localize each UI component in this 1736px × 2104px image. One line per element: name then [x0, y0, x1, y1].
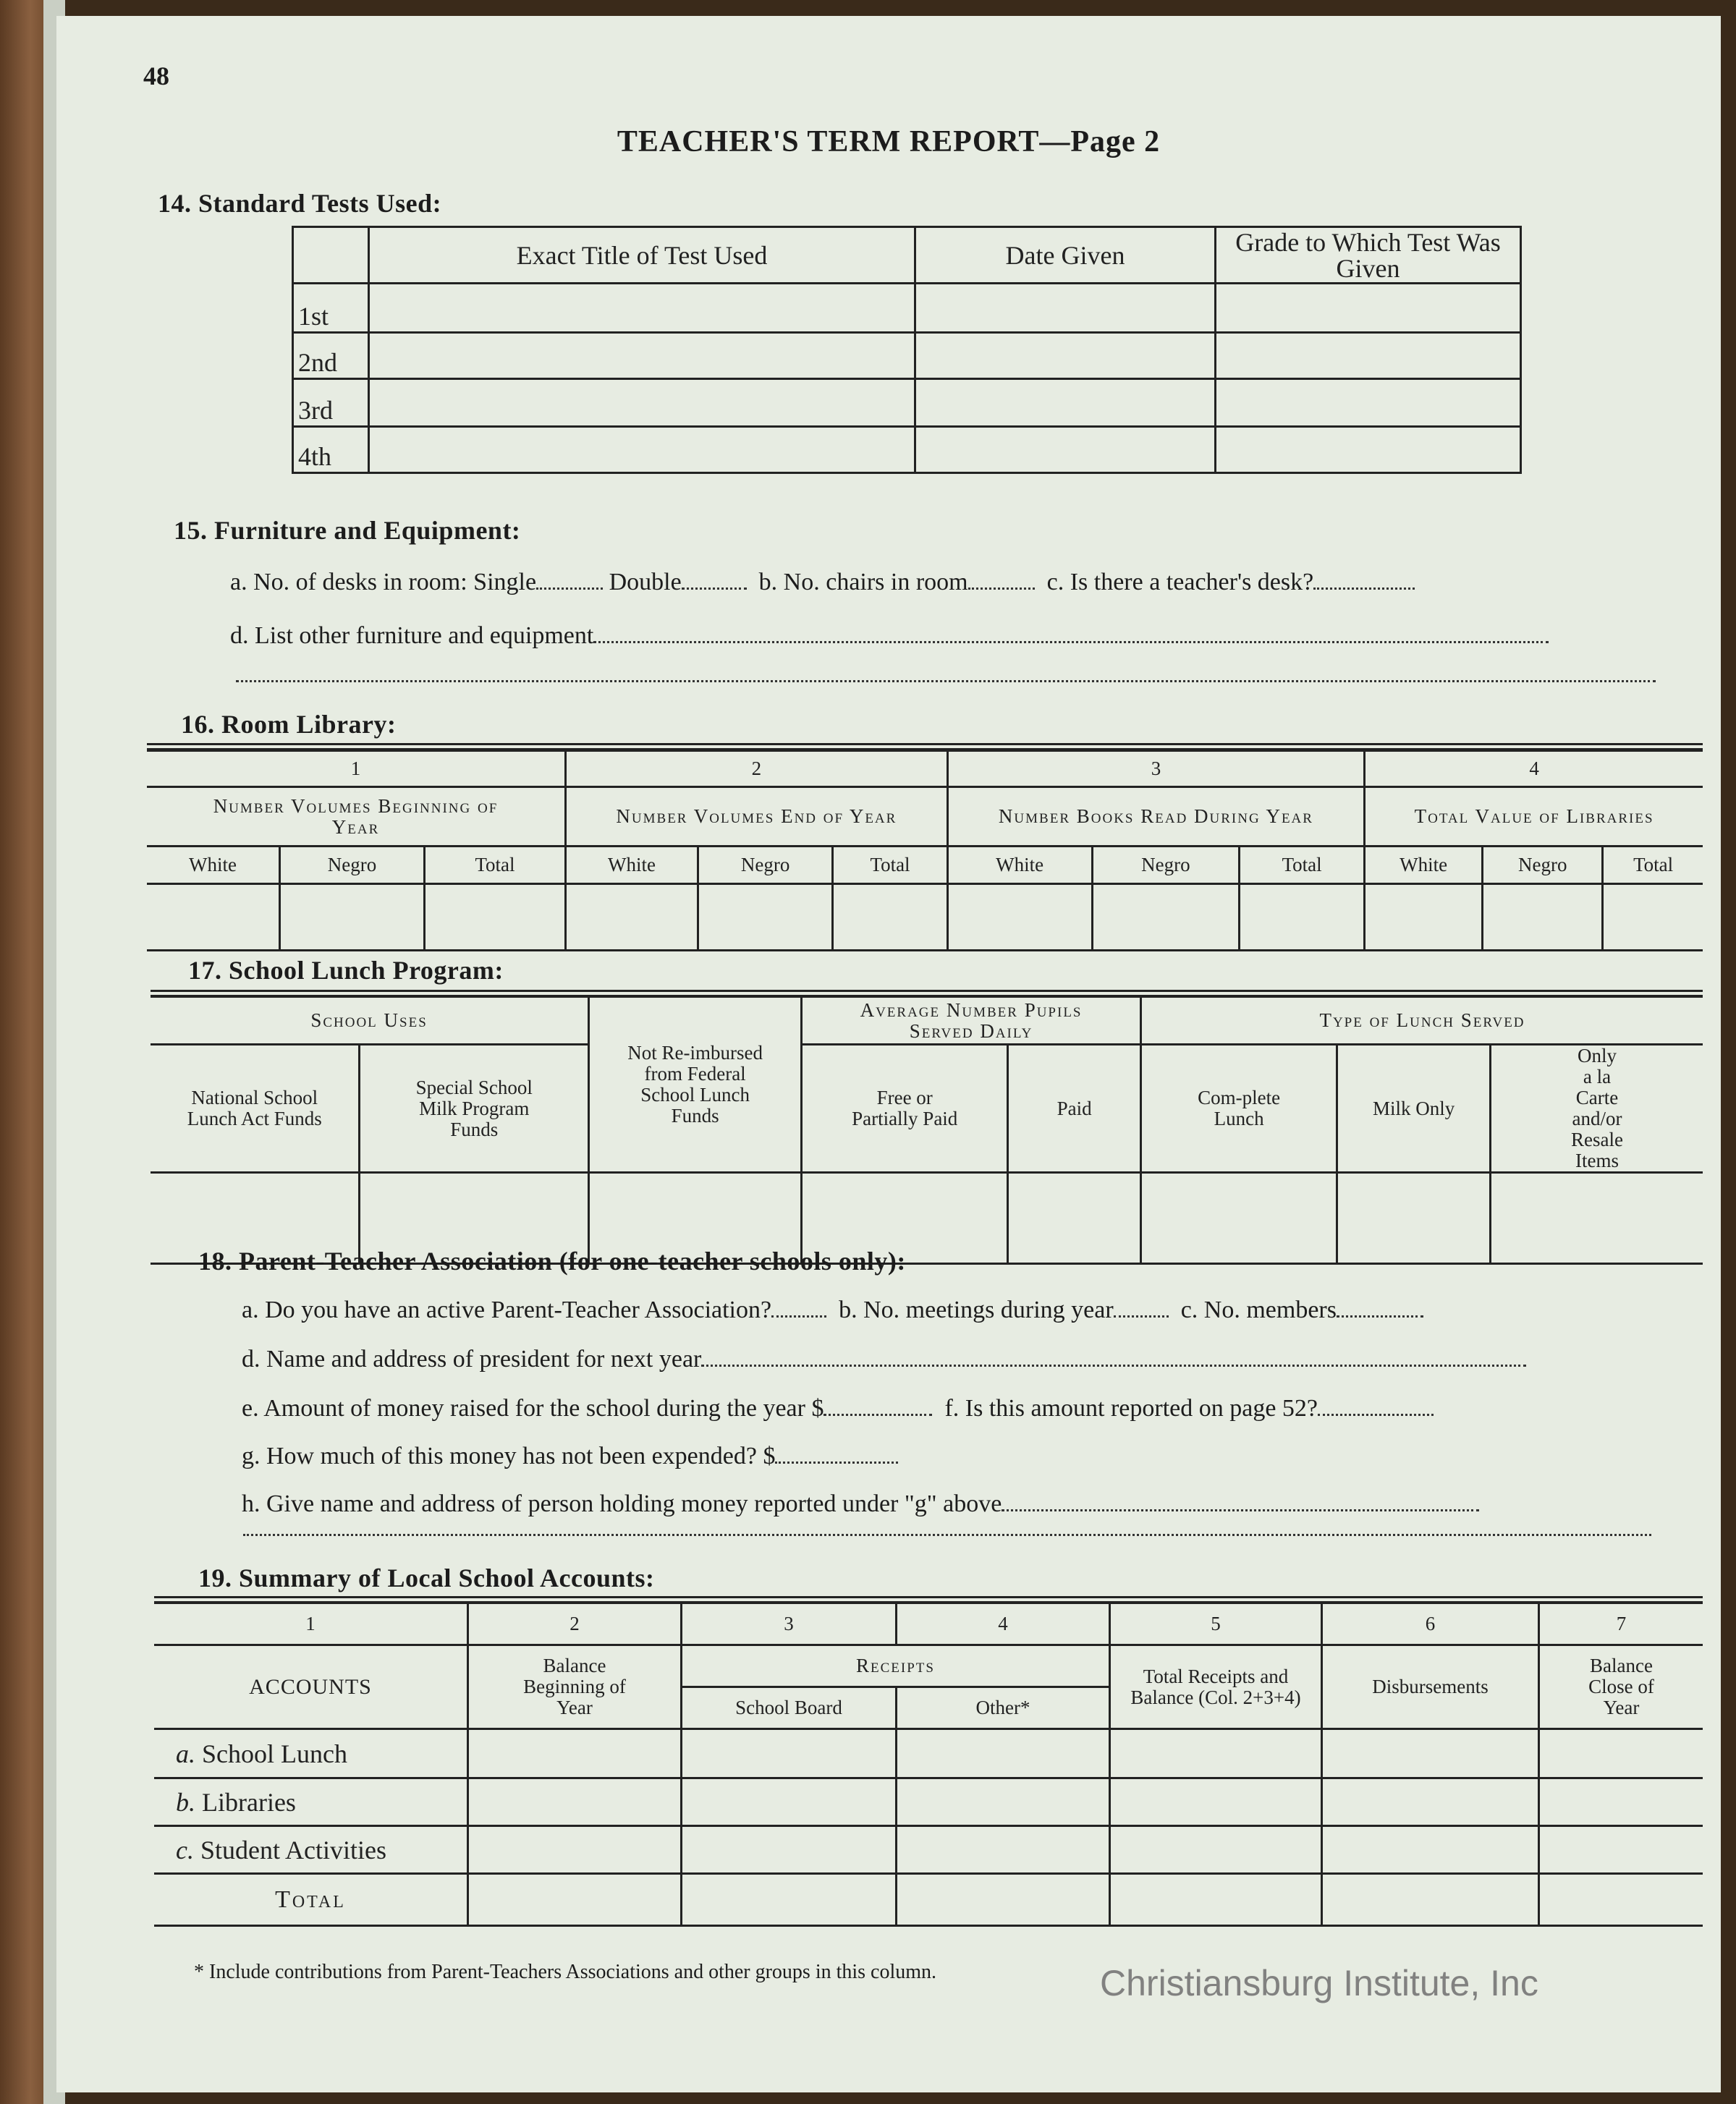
acct-col-6: 6: [1322, 1603, 1539, 1645]
cell[interactable]: [1008, 1173, 1141, 1264]
row-4th: 4th: [293, 427, 369, 473]
lib-sub-white: White: [947, 847, 1092, 884]
cell[interactable]: [1110, 1778, 1322, 1826]
acct-col-7: 7: [1539, 1603, 1703, 1645]
lunch-free: Free or Partially Paid: [802, 1045, 1008, 1173]
lib-sub-total: Total: [1240, 847, 1365, 884]
lib-col-4: 4: [1365, 751, 1703, 787]
cell[interactable]: [915, 284, 1216, 333]
account-row-label: [154, 1778, 468, 1826]
s18-c-label: c. No. members: [1180, 1297, 1337, 1323]
president-field[interactable]: [701, 1344, 1526, 1367]
s18-heading: 18. Parent-Teacher Association (for one-teacher schools only):: [198, 1247, 906, 1276]
s18-a-label: a. Do you have an active Parent-Teacher Association?: [242, 1297, 772, 1323]
lib-group-read: Number Books Read During Year: [947, 787, 1364, 847]
double-desks-field[interactable]: [682, 567, 747, 590]
cell[interactable]: [1110, 1874, 1322, 1926]
lib-group-value: Total Value of Libraries: [1365, 787, 1703, 847]
s19-heading: 19. Summary of Local School Accounts:: [198, 1564, 655, 1592]
cell[interactable]: [369, 427, 915, 473]
other-furniture-field[interactable]: [593, 621, 1549, 643]
row-letter: c.: [176, 1835, 194, 1865]
lib-col-3: 3: [947, 751, 1364, 787]
cell[interactable]: [897, 1826, 1110, 1874]
footnote: * Include contributions from Parent-Teachers Associations and other groups in this column.: [194, 1961, 937, 1983]
cell[interactable]: [1322, 1778, 1539, 1826]
cell[interactable]: [1483, 884, 1603, 951]
cell[interactable]: [1539, 1778, 1703, 1826]
s18-e-label: e. Amount of money raised for the school during the year $: [242, 1395, 824, 1422]
s18-h-label: h. Give name and address of person holding money reported under "g" above: [242, 1490, 1002, 1517]
row-letter: b.: [176, 1787, 195, 1817]
cell[interactable]: [897, 1778, 1110, 1826]
s18-line-h: [242, 1489, 1479, 1518]
lib-sub-negro: Negro: [698, 847, 832, 884]
school-board-header: School Board: [682, 1687, 897, 1729]
col-test-title: Exact Title of Test Used: [369, 227, 915, 284]
total-row-label: Total: [154, 1874, 468, 1926]
local-accounts-table: [154, 1602, 1703, 1927]
cell[interactable]: [468, 1874, 682, 1926]
s15-line-d: [230, 621, 1549, 650]
s18-line-a: [242, 1295, 1423, 1324]
cell[interactable]: [682, 1826, 897, 1874]
cell[interactable]: [897, 1729, 1110, 1778]
cell[interactable]: [468, 1778, 682, 1826]
page-title: TEACHER'S TERM REPORT—Page 2: [617, 125, 1161, 158]
cell[interactable]: [1216, 379, 1521, 427]
lib-sub-total: Total: [1603, 847, 1703, 884]
acct-col-1: 1: [154, 1603, 468, 1645]
pta-meetings-field[interactable]: [1114, 1295, 1169, 1318]
balance-close-header: Balance Close of Year: [1539, 1645, 1703, 1729]
cell[interactable]: [698, 884, 832, 951]
s18-d-label: d. Name and address of president for next year: [242, 1346, 702, 1373]
row-name: School Lunch: [202, 1739, 347, 1768]
cell[interactable]: [915, 333, 1216, 379]
teacher-desk-field[interactable]: [1313, 567, 1415, 590]
receipts-header: Receipts: [682, 1645, 1110, 1687]
cell[interactable]: [1539, 1729, 1703, 1778]
cell[interactable]: [1216, 284, 1521, 333]
cell[interactable]: [897, 1874, 1110, 1926]
s18-f-label: f. Is this amount reported on page 52?: [944, 1395, 1318, 1422]
standard-tests-table: [292, 226, 1522, 474]
s15-line-a: [230, 567, 1415, 596]
cell[interactable]: [1240, 884, 1365, 951]
page-number: 48: [143, 61, 169, 90]
col-date-given: Date Given: [915, 227, 1216, 284]
s18-line-d: [242, 1344, 1526, 1373]
lunch-a-la-carte: Only a la Carte and/or Resale Items: [1491, 1045, 1703, 1173]
cell[interactable]: [1539, 1826, 1703, 1874]
cell[interactable]: [1337, 1173, 1491, 1264]
cell[interactable]: [1216, 427, 1521, 473]
cell[interactable]: [682, 1874, 897, 1926]
cell[interactable]: [369, 379, 915, 427]
lunch-type: Type of Lunch Served: [1141, 997, 1703, 1045]
lunch-milk-only: Milk Only: [1337, 1045, 1491, 1173]
row-1st: 1st: [293, 284, 369, 333]
s17-heading: 17. School Lunch Program:: [188, 956, 504, 985]
row-3rd: 3rd: [293, 379, 369, 427]
lib-col-2: 2: [566, 751, 948, 787]
acct-col-2: 2: [468, 1603, 682, 1645]
s15-d-label: d. List other furniture and equipment: [230, 622, 594, 649]
lunch-paid: Paid: [1008, 1045, 1141, 1173]
s18-line-e: [242, 1394, 1434, 1422]
s16-heading: 16. Room Library:: [181, 710, 397, 739]
single-desks-field[interactable]: [536, 567, 603, 590]
total-receipts-header: Total Receipts and Balance (Col. 2+3+4): [1110, 1645, 1322, 1729]
lib-sub-negro: Negro: [1092, 847, 1240, 884]
s18-g-label: g. How much of this money has not been expended? $: [242, 1443, 776, 1469]
money-raised-field[interactable]: [823, 1394, 932, 1416]
lib-group-begin: Number Volumes Beginning of Year: [147, 787, 566, 847]
lunch-avg-pupils: Average Number Pupils Served Daily: [802, 997, 1141, 1045]
lib-sub-white: White: [1365, 847, 1483, 884]
cell[interactable]: [1322, 1826, 1539, 1874]
s15-b-label: b. No. chairs in room: [758, 569, 968, 595]
acct-col-3: 3: [682, 1603, 897, 1645]
lunch-complete: Com-plete Lunch: [1141, 1045, 1337, 1173]
cell[interactable]: [682, 1778, 897, 1826]
s15-a-label: a. No. of desks in room: Single: [230, 569, 537, 595]
acct-col-5: 5: [1110, 1603, 1322, 1645]
row-name: Student Activities: [200, 1835, 386, 1865]
lib-sub-negro: Negro: [280, 847, 425, 884]
chairs-field[interactable]: [968, 567, 1035, 590]
reported-field[interactable]: [1318, 1394, 1434, 1416]
lib-group-end: Number Volumes End of Year: [566, 787, 948, 847]
account-row-label: [154, 1826, 468, 1874]
cell[interactable]: [1603, 884, 1703, 951]
room-library-table: [147, 750, 1703, 951]
cell[interactable]: [1141, 1173, 1337, 1264]
cell[interactable]: [682, 1729, 897, 1778]
watermark: Christiansburg Institute, Inc: [1100, 1963, 1538, 2003]
cell[interactable]: [1491, 1173, 1703, 1264]
cell[interactable]: [468, 1826, 682, 1874]
cell[interactable]: [369, 333, 915, 379]
cell[interactable]: [369, 284, 915, 333]
col-grade-given: Grade to Which Test Was Given: [1216, 227, 1521, 284]
lunch-not-reimbursed: Not Re-imbursed from Federal School Lunch Funds: [589, 997, 802, 1173]
cell[interactable]: [1322, 1874, 1539, 1926]
cell[interactable]: [947, 884, 1092, 951]
form-page: [56, 16, 1721, 2092]
cell[interactable]: [1365, 884, 1483, 951]
lib-sub-negro: Negro: [1483, 847, 1603, 884]
lib-sub-white: White: [566, 847, 698, 884]
cell[interactable]: [468, 1729, 682, 1778]
accounts-header: ACCOUNTS: [154, 1645, 468, 1729]
lunch-national: National School Lunch Act Funds: [151, 1045, 360, 1173]
cell[interactable]: [1110, 1826, 1322, 1874]
cell[interactable]: [915, 379, 1216, 427]
s15-c-label: c. Is there a teacher's desk?: [1046, 569, 1314, 595]
s15-a-double-label: Double: [609, 569, 682, 595]
disbursements-header: Disbursements: [1322, 1645, 1539, 1729]
money-holder-line-2[interactable]: [243, 1534, 1651, 1536]
cell[interactable]: [1539, 1874, 1703, 1926]
row-name: Libraries: [202, 1787, 296, 1817]
other-furniture-line-2[interactable]: [236, 680, 1656, 682]
s18-line-g: [242, 1441, 898, 1470]
pta-active-field[interactable]: [771, 1295, 826, 1318]
acct-col-4: 4: [897, 1603, 1110, 1645]
cell[interactable]: [1092, 884, 1240, 951]
s15-heading: 15. Furniture and Equipment:: [174, 516, 521, 545]
cell[interactable]: [147, 884, 280, 951]
lib-sub-total: Total: [425, 847, 566, 884]
pta-members-field[interactable]: [1337, 1295, 1423, 1318]
lib-col-1: 1: [147, 751, 566, 787]
account-row-label: [154, 1729, 468, 1778]
cell[interactable]: [1216, 333, 1521, 379]
lib-sub-white: White: [147, 847, 280, 884]
balance-begin-header: Balance Beginning of Year: [468, 1645, 682, 1729]
lunch-school-uses: School Uses: [151, 997, 589, 1045]
school-lunch-table: [151, 996, 1703, 1265]
lib-sub-total: Total: [833, 847, 947, 884]
cell[interactable]: [1322, 1729, 1539, 1778]
row-letter: a.: [176, 1739, 195, 1768]
cell[interactable]: [566, 884, 698, 951]
s18-b-label: b. No. meetings during year: [839, 1297, 1114, 1323]
row-2nd: 2nd: [293, 333, 369, 379]
other-header: Other*: [897, 1687, 1110, 1729]
cell[interactable]: [833, 884, 947, 951]
cell[interactable]: [1110, 1729, 1322, 1778]
s14-heading: 14. Standard Tests Used:: [158, 189, 442, 218]
lunch-special-milk: Special School Milk Program Funds: [360, 1045, 589, 1173]
unexpended-field[interactable]: [775, 1441, 898, 1464]
cell[interactable]: [915, 427, 1216, 473]
cell[interactable]: [425, 884, 566, 951]
cell[interactable]: [280, 884, 425, 951]
money-holder-field[interactable]: [1002, 1489, 1479, 1511]
